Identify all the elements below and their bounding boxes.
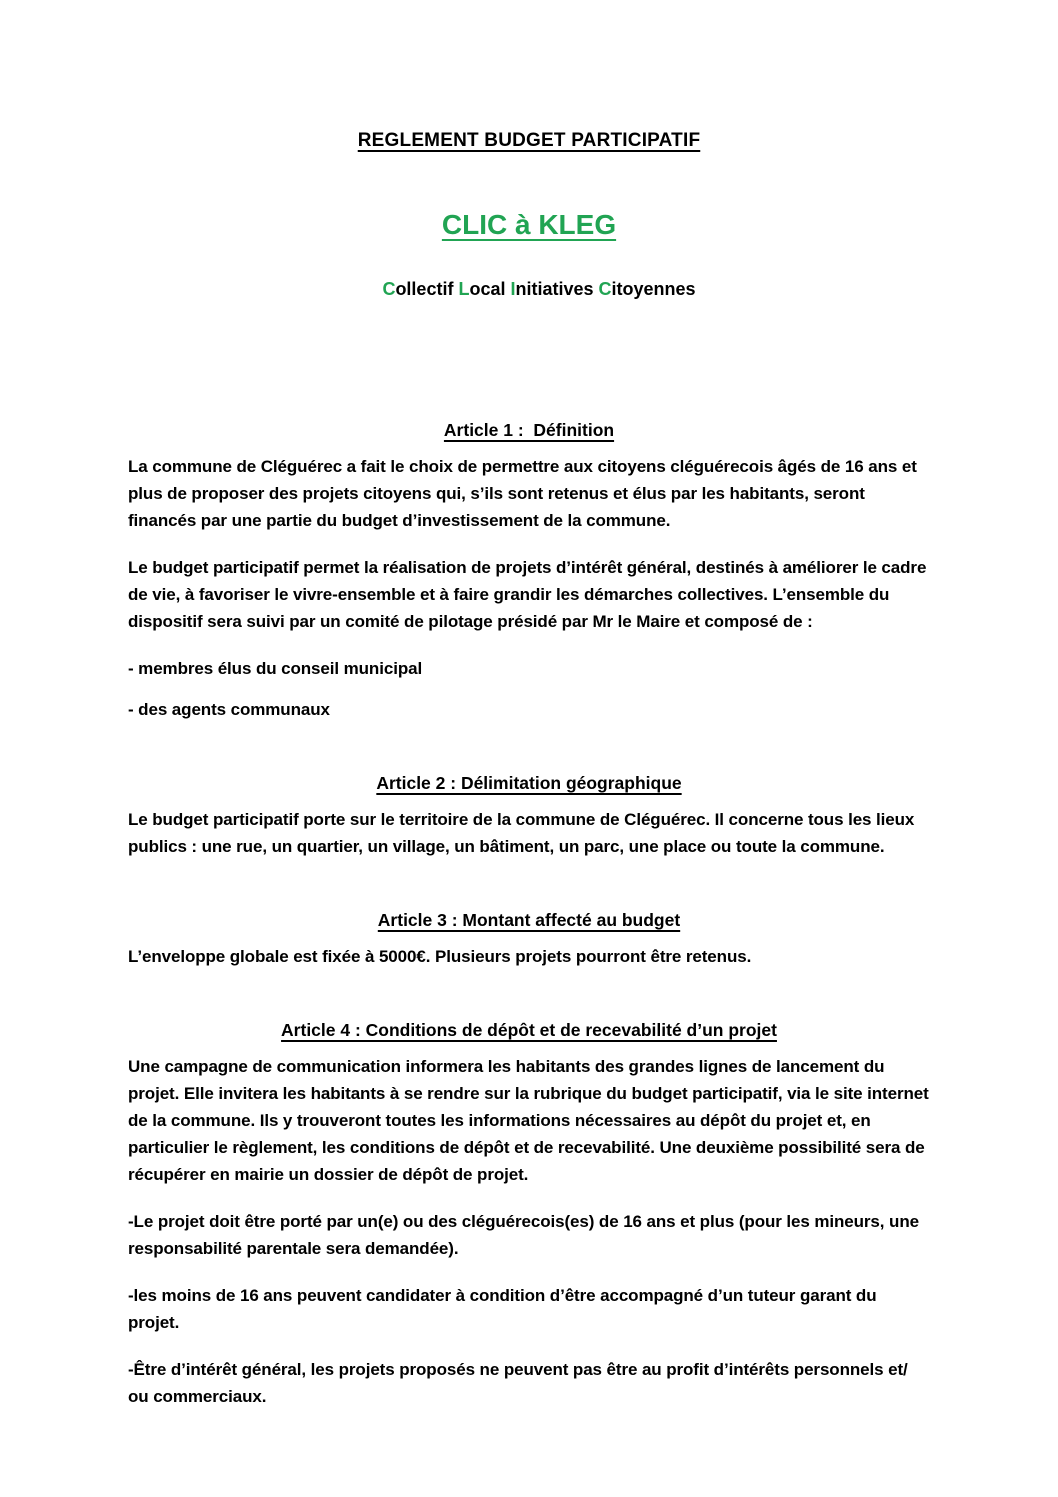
article-4-paragraph-2: -Le projet doit être porté par un(e) ou des cléguérecois(es) de 16 ans et plus (pour les mineurs, une responsabilité parentale sera demandée). xyxy=(128,1212,924,1258)
article-1-list-item-1: - membres élus du conseil municipal xyxy=(128,659,423,678)
article-3-heading: Article 3 : Montant affecté au budget xyxy=(377,910,681,930)
org-subtitle-text-1: ollectif xyxy=(395,279,459,299)
org-subtitle-initial-l: L xyxy=(458,279,470,299)
document-title: REGLEMENT BUDGET PARTICIPATIF xyxy=(357,130,701,151)
article-4-paragraph-3: -les moins de 16 ans peuvent candidater à condition d’être accompagné d’un tuteur garant du projet. xyxy=(128,1286,882,1332)
article-2-section xyxy=(128,773,930,860)
article-3-section xyxy=(128,910,930,970)
org-subtitle-text-2: ocal xyxy=(469,279,511,299)
org-subtitle-initial-c2: C xyxy=(598,279,612,299)
article-2-heading: Article 2 : Délimitation géographique xyxy=(376,773,682,793)
org-subtitle-text-3: nitiatives xyxy=(515,279,599,299)
article-3-paragraph-1: L’enveloppe globale est fixée à 5000€. Plusieurs projets pourront être retenus. xyxy=(128,947,752,966)
article-4-section xyxy=(128,1020,934,1410)
article-2-paragraph-1: Le budget participatif porte sur le territoire de la commune de Cléguérec. Il concerne tous les lieux publics : une rue, un quartier, un village, un bâtiment, un parc, une place ou toute la commune. xyxy=(128,810,919,856)
org-subtitle-text-4: itoyennes xyxy=(611,279,696,299)
article-4-paragraph-1: Une campagne de communication informera les habitants des grandes lignes de lancement du projet. Elle invitera les habitants à se rendre sur la rubrique du budget participatif, via le site internet de la commune. Ils y trouveront toutes les informations nécessaires au dépôt du projet et, en particulier le règlement, les conditions de dépôt et de recevabilité. Une deuxième possibilité sera de récupérer en mairie un dossier de dépôt de projet. xyxy=(128,1057,934,1184)
article-1-section xyxy=(128,420,930,723)
org-acronym-title: CLIC à KLEG xyxy=(441,209,617,240)
article-1-heading: Article 1 : Définition xyxy=(443,420,615,440)
org-subtitle-initial-i: I xyxy=(510,279,516,299)
article-1-paragraph-1: La commune de Cléguérec a fait le choix de permettre aux citoyens cléguérecois âgés de 16 ans et plus de proposer des projets citoyens qui, s’ils sont retenus et élus par les habitants, seront financés par une partie du budget d’investissement de la commune. xyxy=(128,457,922,530)
article-1-list-item-2: - des agents communaux xyxy=(128,700,330,719)
org-subtitle xyxy=(128,258,930,321)
article-4-paragraph-4: -Être d’intérêt général, les projets proposés ne peuvent pas être au profit d’intérêts personnels et/ ou commerciaux. xyxy=(128,1360,913,1406)
article-4-heading: Article 4 : Conditions de dépôt et de recevabilité d’un projet xyxy=(281,1020,777,1040)
article-1-paragraph-2: Le budget participatif permet la réalisation de projets d’intérêt général, destinés à améliorer le cadre de vie, à favoriser le vivre-ensemble et à faire grandir les démarches collectives. L’ensemble du dispositif sera suivi par un comité de pilotage présidé par Mr le Maire et composé de : xyxy=(128,558,931,631)
org-subtitle-initial-c1: C xyxy=(382,279,396,299)
